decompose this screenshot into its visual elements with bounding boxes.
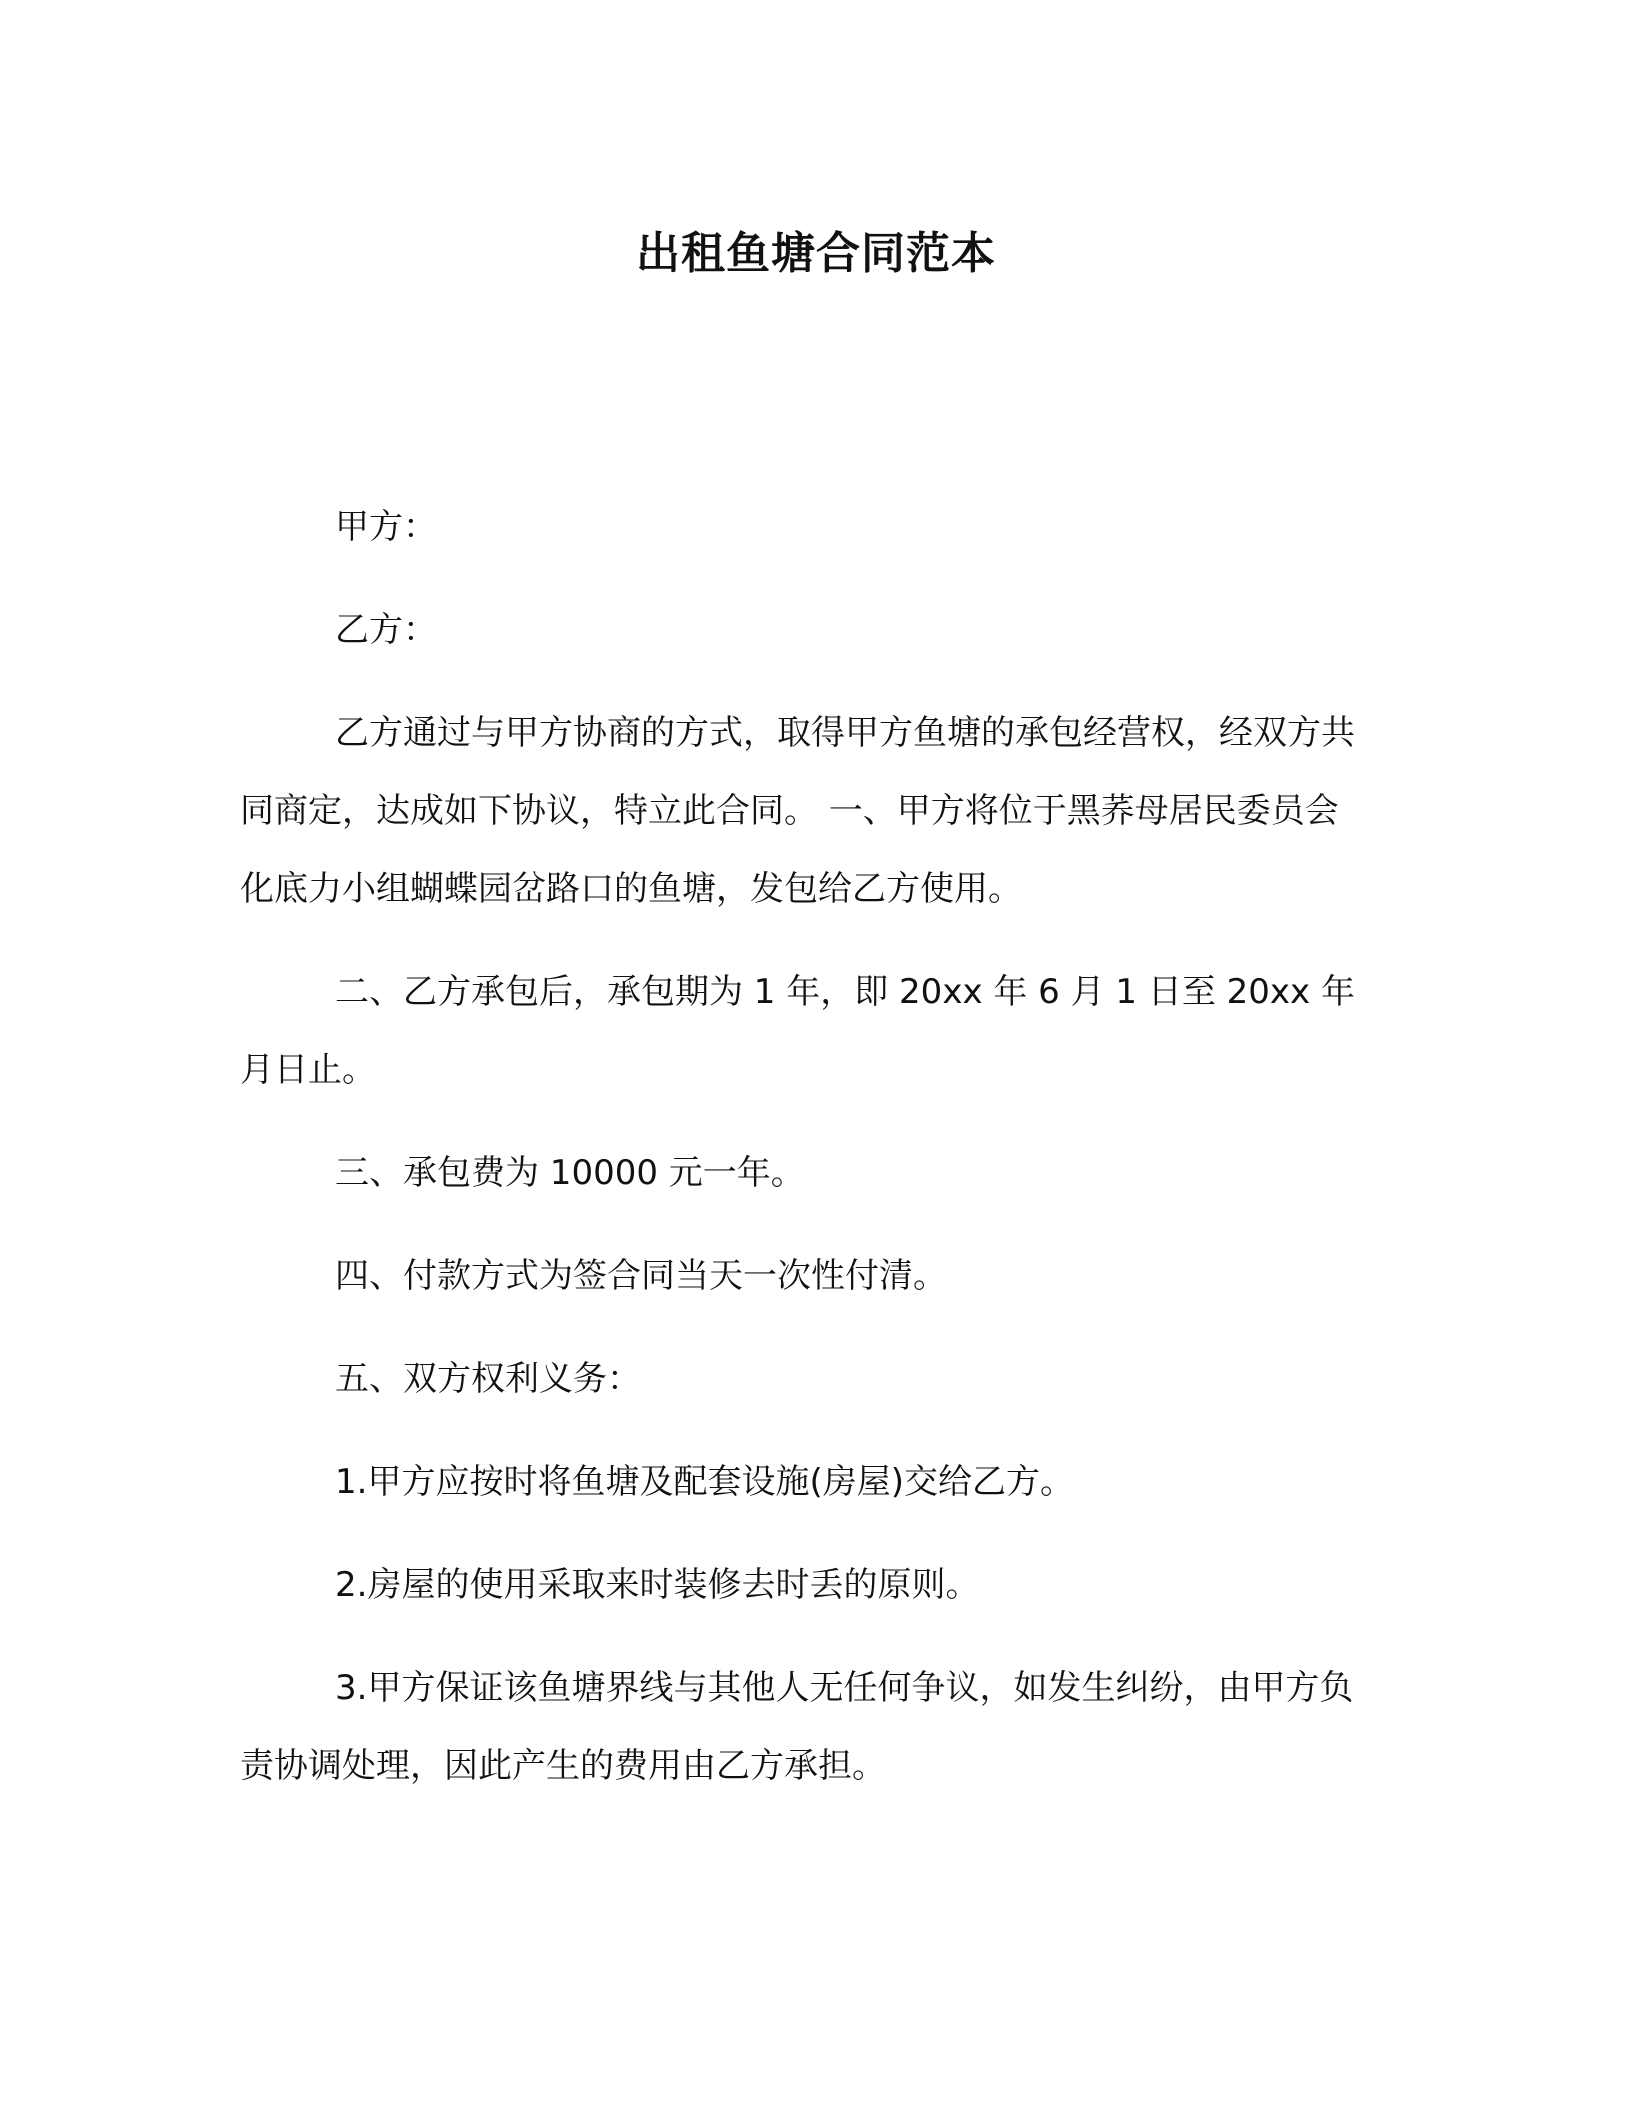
clause-2-term: 二、乙方承包后，承包期为 1 年，即 20xx 年 6 月 1 日至 20xx 年 月日止。: [240, 972, 1355, 1090]
clause-4-payment: 四、付款方式为签合同当天一次性付清。: [335, 1256, 947, 1296]
party-a-line: 甲方：: [335, 507, 437, 547]
clause-5-item-2: 2.房屋的使用采取来时装修去时丢的原则。: [335, 1565, 980, 1605]
document-title: 出租鱼塘合同范本: [636, 228, 996, 279]
clause-5-heading: 五、双方权利义务：: [335, 1359, 641, 1399]
party-b-line: 乙方：: [335, 610, 437, 650]
clause-3-fee: 三、承包费为 10000 元一年。: [335, 1153, 805, 1193]
document-body: [240, 488, 1370, 1830]
clause-5-item-1: 1.甲方应按时将鱼塘及配套设施(房屋)交给乙方。: [335, 1462, 1074, 1502]
preamble-paragraph: 乙方通过与甲方协商的方式，取得甲方鱼塘的承包经营权，经双方共同商定，达成如下协议，特立此合同。 一、甲方将位于黑荞母居民委员会化底力小组蝴蝶园岔路口的鱼塘，发包给乙方使用。: [240, 713, 1355, 909]
clause-5-item-3: 3.甲方保证该鱼塘界线与其他人无任何争议，如发生纠纷，由甲方负责协调处理，因此产生的费用由乙方承担。: [240, 1668, 1354, 1786]
